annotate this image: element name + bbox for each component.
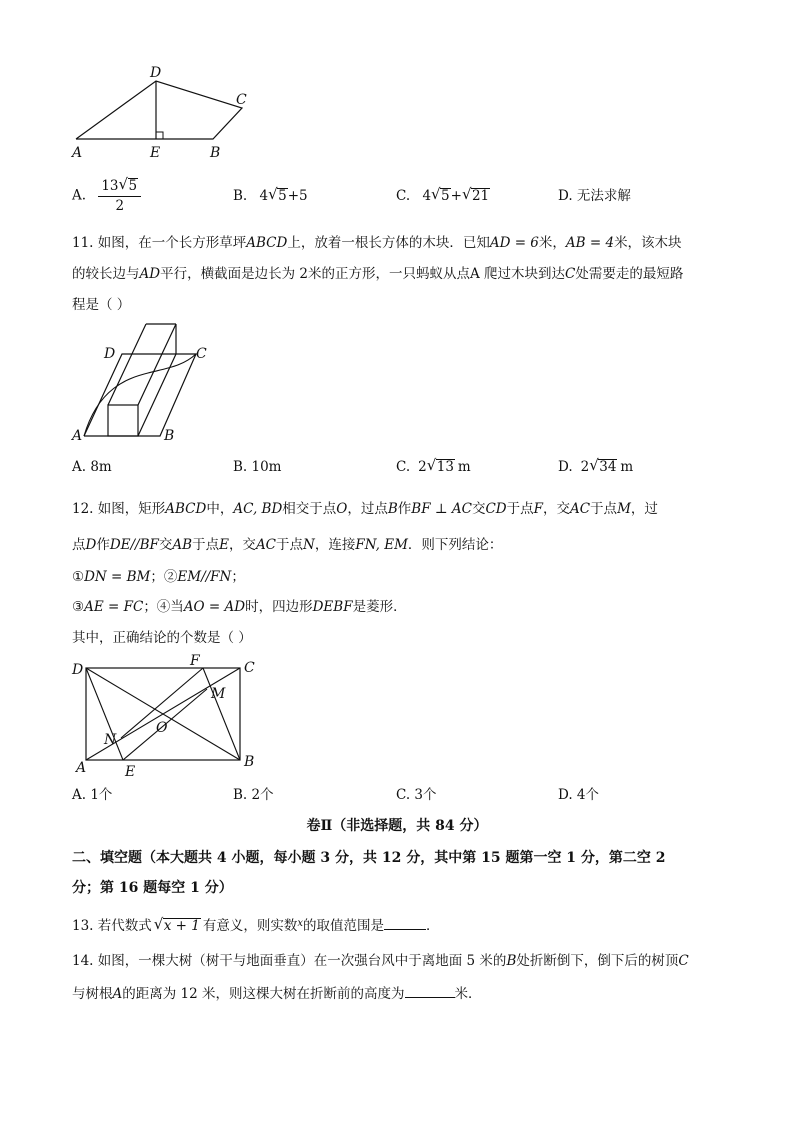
fig12-label-a: A xyxy=(76,760,87,776)
fig10-right-angle-mark xyxy=(156,132,163,139)
q12-line-1: 12. 如图，矩形ABCD中，AC, BD相交于点O，过点B作BF ⊥ AC交CD于点F，交AC于点M，过 xyxy=(72,501,658,517)
q10-option-b[interactable]: B. 4 √ 5+5 xyxy=(233,185,308,204)
fig11-label-d: D xyxy=(104,346,116,362)
fig11-edge1 xyxy=(108,324,146,405)
fig12-label-f: F xyxy=(190,653,200,669)
figure-q11 xyxy=(68,318,218,448)
fig10-label-d: D xyxy=(150,65,162,81)
q13-text: 13. 若代数式 √ x + 1 有意义，则实数$^x$的取值范围是 ． xyxy=(72,915,440,934)
q12-option-d[interactable]: D. 4个 xyxy=(558,787,600,803)
fill-in-heading-line-1: 二、填空题（本大题共 4 小题，每小题 3 分，共 12 分，其中第 15 题第一空 1 分，第二空 2 xyxy=(72,850,666,866)
q13-answer-blank[interactable] xyxy=(384,915,426,930)
q14-line-1: 14. 如图，一棵大树（树干与地面垂直）在一次强台风中于离地面 5 米的B处折断倒下，倒下后的树顶C xyxy=(72,953,689,969)
q10-option-a[interactable]: A. 13 √ 5 2 xyxy=(72,176,141,215)
fig12-label-m: M xyxy=(211,686,226,702)
q14-answer-blank[interactable] xyxy=(405,983,455,998)
q10-option-c[interactable]: C. 4 √ 5+ √ 21 xyxy=(396,185,490,204)
q13-radical: √ x + 1 xyxy=(153,915,200,934)
q11-line-2: 的较长边与AD平行，横截面是边长为 2米的正方形，一只蚂蚁从点A 爬过木块到达C处需要走的最短路 xyxy=(72,266,684,282)
q12-statement-1-2: ①DN = BM；②EM//FN； xyxy=(72,569,245,585)
section-2-title: 卷Ⅱ（非选择题，共 84 分） xyxy=(306,818,488,834)
figure-q12 xyxy=(66,652,266,782)
fig12-label-d: D xyxy=(72,662,84,678)
fig11-label-a: A xyxy=(72,428,83,444)
fig11-block-front xyxy=(108,405,138,436)
fig11-label-b: B xyxy=(164,428,175,444)
q10-option-d[interactable]: D. 无法求解 xyxy=(558,188,631,204)
q11-option-c[interactable]: C. 2 √ 13 m xyxy=(396,456,471,475)
q11-option-d[interactable]: D. 2 √ 34 m xyxy=(558,456,634,475)
q11-line-3: 程是（ ） xyxy=(72,297,131,313)
fig10-outline xyxy=(76,81,242,139)
q11-option-a[interactable]: A. 8m xyxy=(72,459,112,475)
fig10-label-b: B xyxy=(210,145,221,161)
q11-option-b[interactable]: B. 10m xyxy=(233,459,282,475)
fig11-edge2 xyxy=(138,324,176,405)
fig12-label-e: E xyxy=(125,764,136,780)
fig10-label-a: A xyxy=(72,145,83,161)
fig11-edge4 xyxy=(138,354,176,436)
q14-line-2: 与树根A的距离为 12 米，则这棵大树在折断前的高度为 米． xyxy=(72,983,482,1004)
fig12-label-c: C xyxy=(244,660,255,676)
fig12-label-b: B xyxy=(244,754,255,770)
fig11-lawn xyxy=(84,354,196,436)
q11-line-1: 11. 如图，在一个长方形草坪ABCD上，放着一根长方体的木块．已知AD = 6米，AB = 4米，该木块 xyxy=(72,235,682,251)
q12-line-3: 其中，正确结论的个数是（ ） xyxy=(72,630,252,646)
q10-option-a-fraction: 13 √ 5 2 xyxy=(98,176,141,215)
figure-q10 xyxy=(60,60,290,170)
q12-option-c[interactable]: C. 3个 xyxy=(396,787,437,803)
fig12-label-n: N xyxy=(104,732,117,748)
fig11-label-c: C xyxy=(196,346,207,362)
q12-line-2: 点D作DE//BF交AB于点E，交AC于点N，连接FN, EM．则下列结论： xyxy=(72,537,503,553)
fig10-label-e: E xyxy=(150,145,161,161)
q12-option-a[interactable]: A. 1个 xyxy=(72,787,113,803)
fig11-ant-path xyxy=(84,354,196,436)
fig12-label-o: O xyxy=(156,720,168,736)
q12-option-b[interactable]: B. 2个 xyxy=(233,787,274,803)
fig12-segment-bf xyxy=(203,668,240,760)
fig10-label-c: C xyxy=(236,92,247,108)
fill-in-heading-line-2: 分；第 16 题每空 1 分） xyxy=(72,880,233,896)
q12-statement-3-4: ③AE = FC；④当AO = AD时，四边形DEBF是菱形． xyxy=(72,599,407,615)
